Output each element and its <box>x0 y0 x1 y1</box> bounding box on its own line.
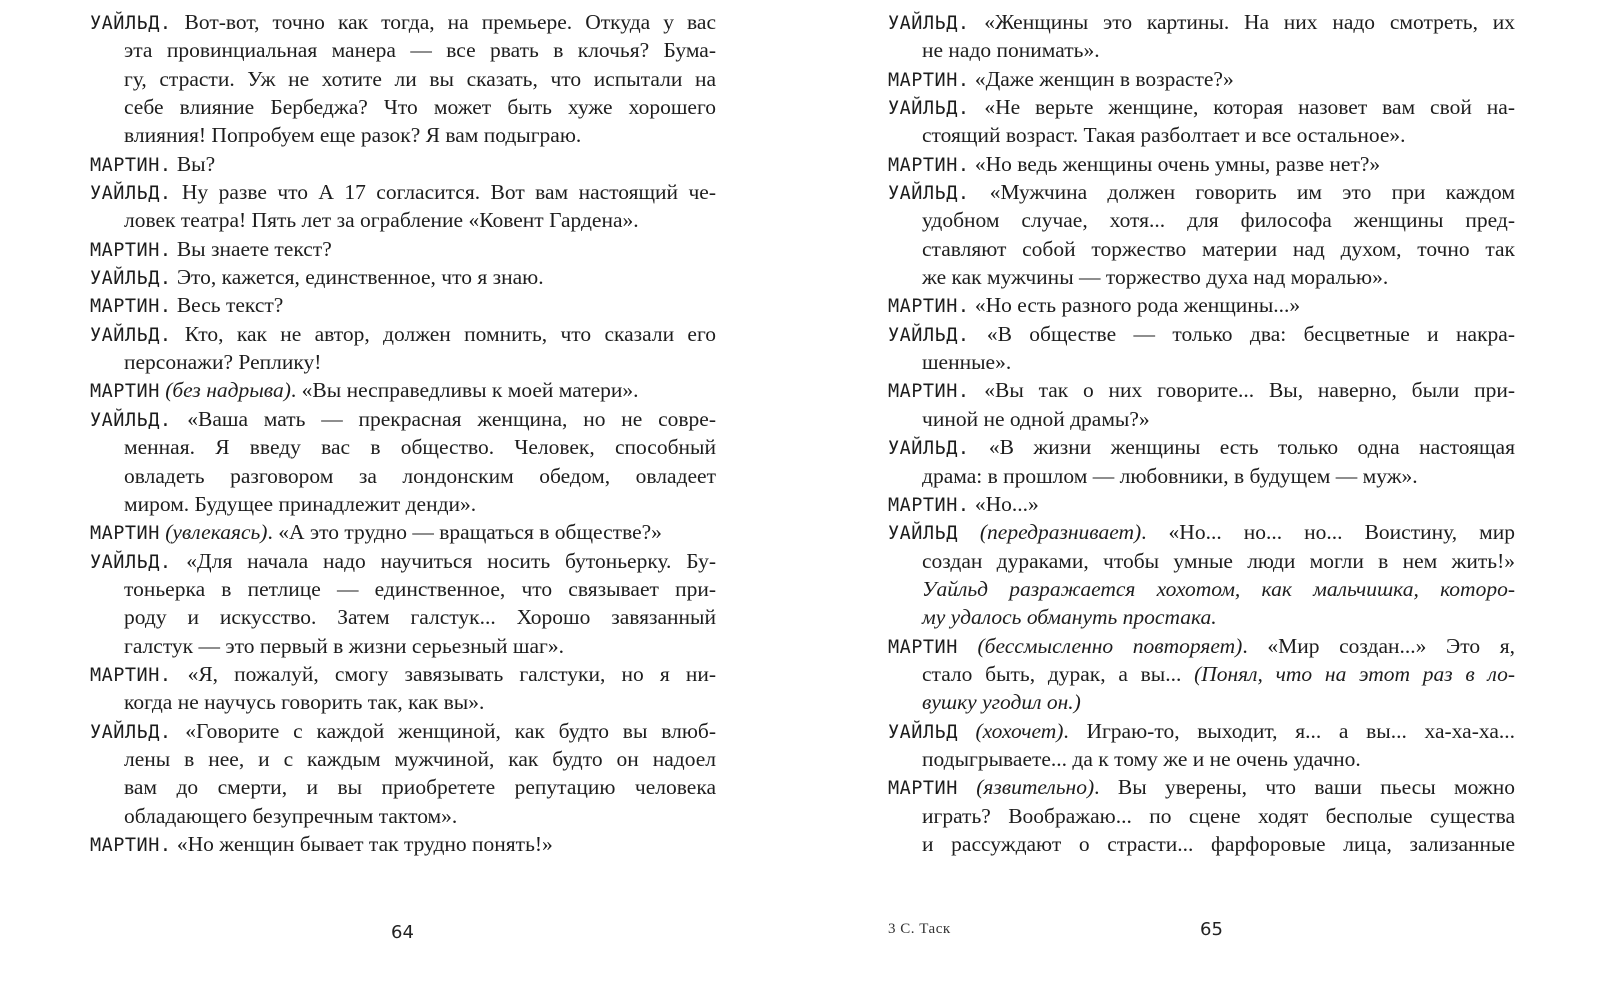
line-text: менная. Я введу вас в общество. Человек, способный <box>124 435 716 460</box>
line-text: . «Но... но... но... Воистину, мир <box>1141 520 1515 545</box>
stage-direction: (хохочет) <box>957 718 1064 743</box>
line-text: Весь текст? <box>171 293 284 318</box>
line-text: ставляют собой торжество материи над духом, точно так <box>922 236 1515 261</box>
speaker-name: МАРТИН. <box>90 664 172 686</box>
text-line <box>90 320 716 348</box>
text-line <box>888 433 1515 461</box>
line-text: ловек театра! Пять лет за ограбление «Ковент Гардена». <box>124 208 639 233</box>
text-line <box>888 802 1515 830</box>
text-line <box>888 462 1515 490</box>
line-text: . Играю-то, выходит, я... а вы... ха-ха-ха... <box>1063 718 1515 743</box>
speaker-name: УАЙЛЬД. <box>90 409 172 431</box>
text-line <box>90 717 716 745</box>
page-number-right: 65 <box>1200 919 1223 940</box>
speaker-name: УАЙЛЬД. <box>90 13 172 34</box>
text-line <box>90 376 716 404</box>
line-text: не надо понимать». <box>922 38 1100 63</box>
stage-direction: Уайльд разражается хохотом, как мальчишка, которо- <box>922 576 1515 601</box>
line-text: Вы знаете текст? <box>171 236 332 261</box>
speaker-name: УАЙЛЬД. <box>90 183 172 205</box>
text-line <box>90 8 716 36</box>
line-text: Ну разве что А 17 согласится. Вот вам настоящий че- <box>171 180 716 205</box>
line-text: . «Мир создан...» Это я, <box>1242 633 1515 658</box>
text-line <box>90 547 716 575</box>
text-line <box>888 745 1515 773</box>
line-text: Вы? <box>171 151 216 176</box>
text-line <box>888 8 1515 36</box>
text-line <box>90 206 716 234</box>
text-line <box>90 178 716 206</box>
line-text: себе влияние Бербеджа? Что может быть хуже хорошего <box>124 95 716 120</box>
text-line <box>90 518 716 546</box>
speaker-name: УАЙЛЬД. <box>90 721 172 743</box>
speaker-name: МАРТИН. <box>888 296 970 318</box>
text-line <box>888 36 1515 64</box>
text-line <box>888 773 1515 801</box>
speaker-name: МАРТИН. <box>90 154 172 176</box>
line-text: влияния! Попробуем еще разок? Я вам подыграю. <box>124 123 582 148</box>
line-text: роду и искусство. Затем галстук... Хорошо завязанный <box>124 605 716 630</box>
speaker-name: УАЙЛЬД. <box>90 324 172 346</box>
speaker-name: УАЙЛЬД <box>888 721 958 743</box>
line-text: «Но ведь женщины очень умны, разве нет?» <box>969 151 1381 176</box>
left-page <box>90 8 716 858</box>
signature-mark: 3 С. Таск <box>888 921 951 937</box>
text-line <box>90 462 716 490</box>
text-line <box>90 405 716 433</box>
line-text: удобном случае, хотя... для философа женщины пред- <box>922 208 1515 233</box>
speaker-name: МАРТИН. <box>888 381 970 403</box>
text-line <box>888 490 1515 518</box>
line-text: овладеть разговором за лондонским обедом, овладеет <box>124 463 716 488</box>
text-line <box>90 802 716 830</box>
text-line <box>888 348 1515 376</box>
text-line <box>90 773 716 801</box>
line-text: вам до смерти, и вы приобретете репутацию человека <box>124 775 716 800</box>
text-line <box>90 660 716 688</box>
line-text: и рассуждают о страсти... фарфоровые лица, зализанные <box>922 831 1515 856</box>
line-text: «Ваша мать — прекрасная женщина, но не совре- <box>171 406 716 431</box>
line-text: «Не верьте женщине, которая назовет вам свой на- <box>969 95 1515 120</box>
stage-direction: (без надрыва) <box>159 378 291 403</box>
speaker-name: УАЙЛЬД. <box>888 98 970 120</box>
line-text: «Но женщин бывает так трудно понять!» <box>171 831 553 856</box>
line-text: «В обществе — только два: бесцветные и накра- <box>969 321 1515 346</box>
speaker-name: УАЙЛЬД. <box>888 13 970 34</box>
text-line <box>90 36 716 64</box>
text-line <box>888 65 1515 93</box>
line-text: миром. Будущее принадлежит денди». <box>124 491 477 516</box>
text-line <box>90 575 716 603</box>
speaker-name: МАРТИН <box>90 523 160 545</box>
line-text: когда не научусь говорить так, как вы». <box>124 690 485 715</box>
text-line <box>888 235 1515 263</box>
speaker-name: МАРТИН. <box>888 69 970 91</box>
speaker-name: УАЙЛЬД. <box>888 324 970 346</box>
text-line <box>888 632 1515 660</box>
text-line <box>888 206 1515 234</box>
text-line <box>90 263 716 291</box>
text-line <box>90 603 716 631</box>
text-line <box>90 830 716 858</box>
line-text: шенные». <box>922 350 1012 375</box>
text-line <box>888 405 1515 433</box>
speaker-name: МАРТИН <box>888 636 958 658</box>
line-text: «Женщины это картины. На них надо смотреть, их <box>969 10 1515 34</box>
line-text: подыгрываете... да к тому же и не очень удачно. <box>922 746 1361 771</box>
stage-direction: (передразнивает) <box>957 520 1142 545</box>
speaker-name: МАРТИН. <box>888 494 970 516</box>
text-line <box>888 518 1515 546</box>
text-line <box>888 178 1515 206</box>
line-text: создан дураками, чтобы умные люди могли в нем жить!» <box>922 548 1515 573</box>
text-line <box>888 830 1515 858</box>
line-text: гу, страсти. Уж не хотите ли вы сказать, что испытали на <box>124 66 716 91</box>
stage-direction: (Понял, что на этот раз в ло- <box>1194 661 1515 686</box>
speaker-name: УАЙЛЬД. <box>888 183 970 205</box>
line-text: «Вы так о них говорите... Вы, наверно, были при- <box>969 378 1515 403</box>
text-line <box>90 121 716 149</box>
text-line <box>90 490 716 518</box>
line-text: Вот-вот, точно как тогда, на премьере. Откуда у вас <box>171 10 716 34</box>
line-text: «Мужчина должен говорить им это при каждом <box>969 180 1515 205</box>
speaker-name: МАРТИН. <box>90 239 172 261</box>
text-line <box>90 745 716 773</box>
line-text: «Но...» <box>969 491 1039 516</box>
speaker-name: МАРТИН <box>90 381 160 403</box>
text-line <box>888 263 1515 291</box>
speaker-name: МАРТИН. <box>888 154 970 176</box>
speaker-name: МАРТИН. <box>90 834 172 856</box>
text-line <box>90 688 716 716</box>
line-text: «Для начала надо научиться носить бутоньерку. Бу- <box>171 548 716 573</box>
line-text: галстук — это первый в жизни серьезный шаг». <box>124 633 564 658</box>
stage-direction: (бессмысленно повторяет) <box>957 633 1243 658</box>
text-line <box>888 121 1515 149</box>
stage-direction: (язвительно) <box>957 775 1095 800</box>
stage-direction: му удалось обмануть простака. <box>922 605 1217 630</box>
line-text: стало быть, дурак, а вы... <box>922 661 1195 686</box>
line-text: персонажи? Реплику! <box>124 350 322 375</box>
page-number-left: 64 <box>391 922 414 943</box>
stage-direction: (увлекаясь) <box>159 520 268 545</box>
text-line <box>90 235 716 263</box>
text-line <box>90 433 716 461</box>
line-text: чиной не одной драмы?» <box>922 406 1150 431</box>
line-text: стоящий возраст. Такая разболтает и все остальное». <box>922 123 1406 148</box>
line-text: «В жизни женщины есть только одна настоящая <box>969 435 1515 460</box>
text-line <box>90 65 716 93</box>
text-line <box>888 603 1515 631</box>
text-line <box>888 150 1515 178</box>
line-text: тоньерка в петлице — единственное, что связывает при- <box>124 576 716 601</box>
text-line <box>888 291 1515 319</box>
line-text: «Я, пожалуй, смогу завязывать галстуки, но я ни- <box>171 661 716 686</box>
line-text: же как мужчины — торжество духа над моралью». <box>922 265 1389 290</box>
text-line <box>90 632 716 660</box>
stage-direction: вушку угодил он.) <box>922 690 1081 715</box>
speaker-name: МАРТИН. <box>90 296 172 318</box>
line-text: Это, кажется, единственное, что я знаю. <box>171 265 544 290</box>
speaker-name: УАЙЛЬД <box>888 523 958 545</box>
text-line <box>90 348 716 376</box>
text-line <box>888 688 1515 716</box>
right-page <box>888 8 1515 858</box>
text-line <box>888 320 1515 348</box>
text-line <box>90 150 716 178</box>
line-text: «Даже женщин в возрасте?» <box>969 66 1234 91</box>
speaker-name: УАЙЛЬД. <box>888 438 970 460</box>
text-line <box>888 660 1515 688</box>
line-text: драма: в прошлом — любовники, в будущем — муж». <box>922 463 1418 488</box>
speaker-name: МАРТИН <box>888 778 958 800</box>
line-text: Кто, как не автор, должен помнить, что сказали его <box>171 321 716 346</box>
text-line <box>90 291 716 319</box>
line-text: «Говорите с каждой женщиной, как будто вы влюб- <box>171 718 716 743</box>
line-text: играть? Воображаю... по сцене ходят бесполые существа <box>922 803 1515 828</box>
line-text: лены в нее, и с каждым мужчиной, как будто он надоел <box>124 746 716 771</box>
speaker-name: УАЙЛЬД. <box>90 551 172 573</box>
line-text: . «Вы несправедливы к моей матери». <box>290 378 639 403</box>
text-line <box>888 376 1515 404</box>
line-text: . «А это трудно — вращаться в обществе?» <box>267 520 662 545</box>
text-line <box>888 547 1515 575</box>
text-line <box>888 93 1515 121</box>
line-text: эта провинциальная манера — все рвать в клочья? Бума- <box>124 38 716 63</box>
line-text: «Но есть разного рода женщины...» <box>969 293 1301 318</box>
line-text: обладающего безупречным тактом». <box>124 803 458 828</box>
text-line <box>888 717 1515 745</box>
text-line <box>888 575 1515 603</box>
line-text: . Вы уверены, что ваши пьесы можно <box>1094 775 1515 800</box>
speaker-name: УАЙЛЬД. <box>90 268 172 290</box>
text-line <box>90 93 716 121</box>
